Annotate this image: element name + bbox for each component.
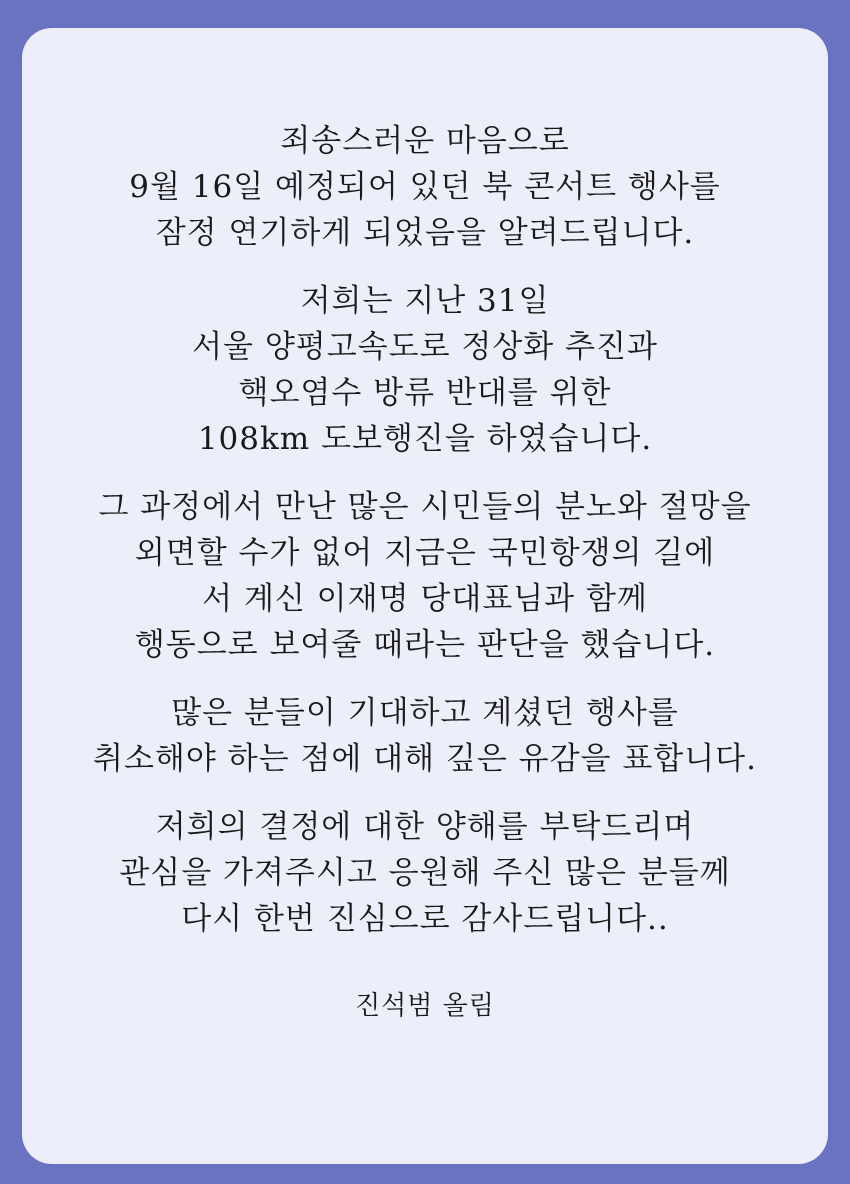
letter-line: 서울 양평고속도로 정상화 추진과 [192, 329, 658, 365]
letter-line: 취소해야 하는 점에 대해 깊은 유감을 표합니다. [93, 741, 757, 777]
letter-line: 외면할 수가 없어 지금은 국민항쟁의 길에 [134, 535, 716, 571]
letter-line: 저희는 지난 31일 [300, 283, 550, 319]
letter-line: 다시 한번 진심으로 감사드립니다.. [181, 901, 669, 937]
letter-line: 많은 분들이 기대하고 계셨던 행사를 [171, 695, 679, 731]
paragraph-march [22, 278, 828, 462]
paragraph-reason [22, 484, 828, 668]
letter-line: 저희의 결정에 대한 양해를 부탁드리며 [155, 809, 695, 845]
letter-line: 서 계신 이재명 당대표님과 함께 [202, 581, 648, 617]
letter-line: 108km 도보행진을 하였습니다. [197, 421, 653, 457]
paragraph-thanks [22, 804, 828, 942]
letter-card [22, 28, 828, 1164]
letter-line: 9월 16일 예정되어 있던 북 콘서트 행사를 [129, 169, 721, 205]
letter-line: 그 과정에서 만난 많은 시민들의 분노와 절망을 [98, 489, 752, 525]
letter-line: 행동으로 보여줄 때라는 판단을 했습니다. [134, 627, 716, 663]
letter-line: 죄송스러운 마음으로 [280, 123, 570, 159]
paragraph-regret [22, 690, 828, 782]
letter-line: 핵오염수 방류 반대를 위한 [238, 375, 612, 411]
paragraph-apology [22, 118, 828, 256]
letter-line: 관심을 가져주시고 응원해 주신 많은 분들께 [119, 855, 731, 891]
letter-line: 잠정 연기하게 되었음을 알려드립니다. [155, 215, 695, 251]
signature: 진석범 올림 [355, 991, 495, 1021]
